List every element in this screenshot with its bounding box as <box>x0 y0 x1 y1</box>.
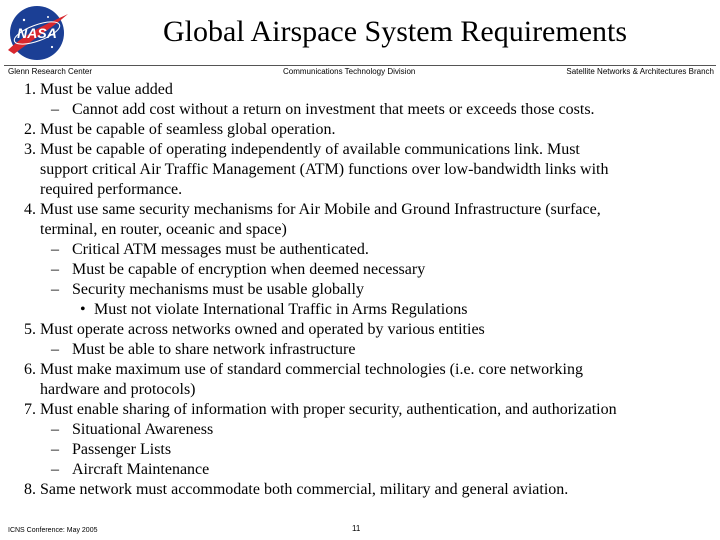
requirement-item <box>10 480 710 500</box>
nasa-logo <box>2 2 72 62</box>
header-divider <box>4 65 716 66</box>
item-number: 6. <box>24 361 36 378</box>
sub-item-text: Security mechanisms must be usable globally <box>72 281 364 298</box>
item-text: hardware and protocols) <box>40 381 196 398</box>
item-number: 7. <box>24 401 36 418</box>
dash-marker: – <box>51 101 59 118</box>
requirement-item <box>10 200 710 240</box>
logo-text: NASA <box>17 25 57 41</box>
requirement-item <box>10 360 710 400</box>
bullet-marker: • <box>80 301 86 318</box>
item-text: Must be capable of operating independently of available communications link. Must <box>40 141 580 158</box>
requirements-list <box>10 80 710 500</box>
header-division: Communications Technology Division <box>283 67 416 76</box>
requirement-item <box>10 140 710 200</box>
sub-item-text: Passenger Lists <box>72 441 172 458</box>
requirement-item <box>10 400 710 420</box>
item-text: support critical Air Traffic Management (ATM) functions over low-bandwidth links with <box>40 161 609 178</box>
requirement-item <box>10 120 710 140</box>
sub-item-text: Critical ATM messages must be authenticated. <box>72 241 369 258</box>
item-number: 2. <box>24 121 36 138</box>
page-number: 11 <box>352 524 361 533</box>
item-number: 5. <box>24 321 36 338</box>
item-text: Must make maximum use of standard commercial technologies (i.e. core networking <box>40 361 583 378</box>
item-text: Must be capable of seamless global operation. <box>40 121 336 138</box>
sub-item-text: Aircraft Maintenance <box>72 461 210 478</box>
sub-item <box>10 420 710 440</box>
item-text: Must enable sharing of information with proper security, authentication, and authorization <box>40 401 617 418</box>
page-title: Global Airspace System Requirements <box>162 15 628 48</box>
sub-item <box>10 460 710 480</box>
footer-conference: ICNS Conference: May 2005 <box>8 527 98 534</box>
item-text: Must operate across networks owned and operated by various entities <box>40 321 485 338</box>
requirement-item <box>10 320 710 340</box>
dash-marker: – <box>51 461 59 478</box>
sub-item <box>10 340 710 360</box>
dash-marker: – <box>51 241 59 258</box>
sub-sub-item-text: Must not violate International Traffic in Arms Regulations <box>94 301 468 318</box>
header-branch: Satellite Networks & Architectures Branch <box>566 67 714 76</box>
sub-item-text: Cannot add cost without a return on investment that meets or exceeds those costs. <box>72 101 595 118</box>
sub-item-text: Must be able to share network infrastructure <box>72 341 356 358</box>
sub-item <box>10 260 710 280</box>
sub-item <box>10 280 710 300</box>
item-text: terminal, en router, oceanic and space) <box>40 221 287 238</box>
item-text: required performance. <box>40 181 183 198</box>
sub-sub-item <box>10 300 710 320</box>
sub-item <box>10 100 710 120</box>
dash-marker: – <box>51 341 59 358</box>
item-number: 3. <box>24 141 36 158</box>
dash-marker: – <box>51 421 59 438</box>
sub-item-text: Situational Awareness <box>72 421 214 438</box>
sub-item-text: Must be capable of encryption when deemed necessary <box>72 261 426 278</box>
item-number: 8. <box>24 481 36 498</box>
requirement-item <box>10 80 710 100</box>
sub-item <box>10 240 710 260</box>
item-text: Must use same security mechanisms for Air Mobile and Ground Infrastructure (surface, <box>40 201 601 218</box>
sub-item <box>10 440 710 460</box>
dash-marker: – <box>51 281 59 298</box>
item-text: Must be value added <box>40 81 173 98</box>
dash-marker: – <box>51 441 59 458</box>
dash-marker: – <box>51 261 59 278</box>
header-organization: Glenn Research Center <box>8 67 93 76</box>
item-number: 4. <box>24 201 36 218</box>
item-number: 1. <box>24 81 36 98</box>
item-text: Same network must accommodate both commercial, military and general aviation. <box>40 481 569 498</box>
